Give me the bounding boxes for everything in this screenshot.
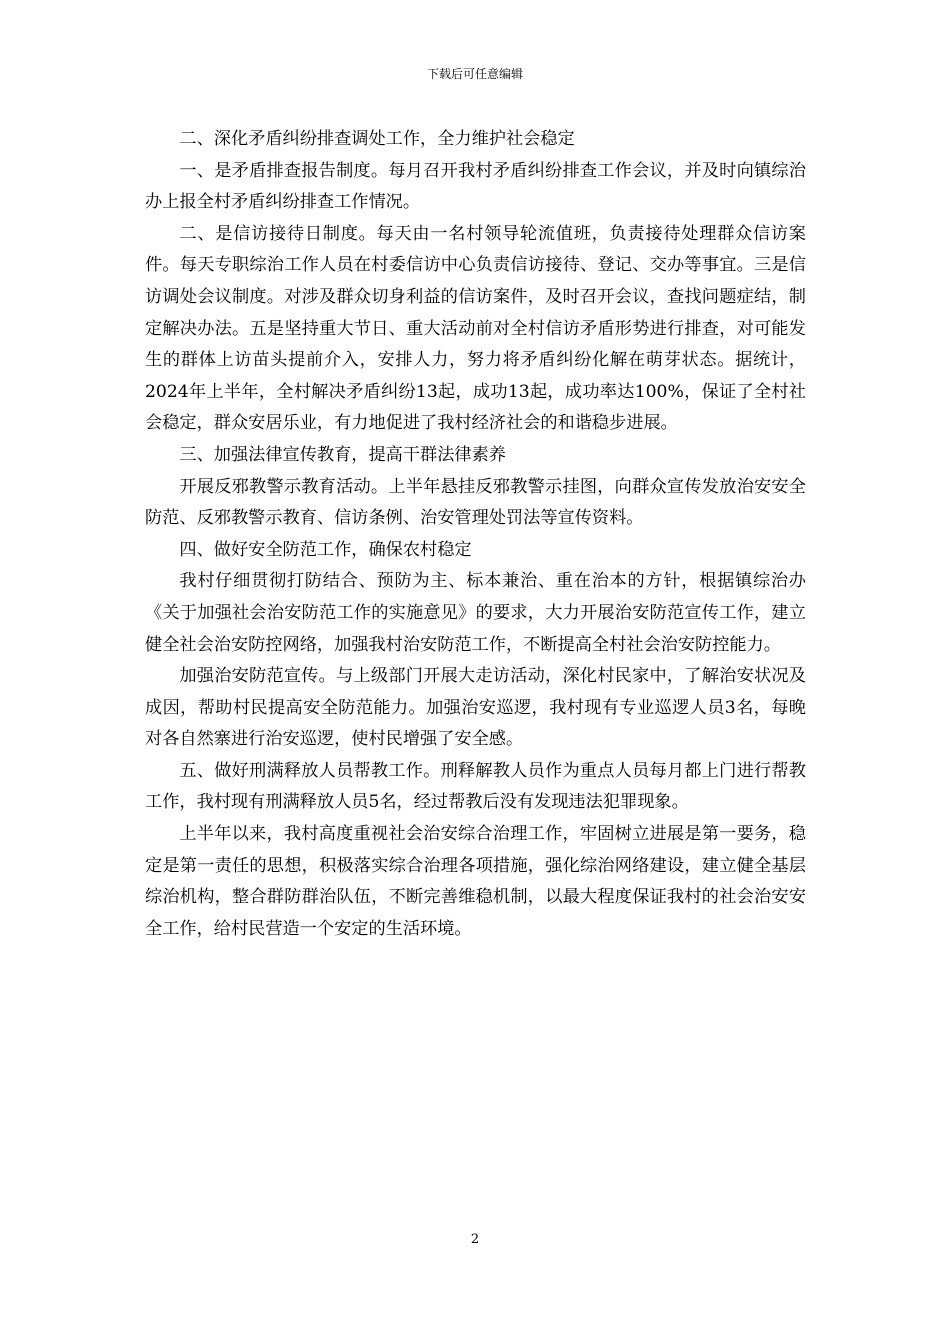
paragraph: 一、是矛盾排查报告制度。每月召开我村矛盾纠纷排查工作会议，并及时向镇综治办上报全村矛盾纠纷排查工作情况。 <box>145 160 806 213</box>
paragraph: 二、是信访接待日制度。每天由一名村领导轮流值班，负责接待处理群众信访案件。每天专职综治工作人员在村委信访中心负责信访接待、登记、交办等事宜。三是信访调处会议制度。对涉及群众切身利益的信访案件，及时召开会议，查找问题症结，制定解决办法。五是坚持重大节日、重大活动前对全村信访矛盾形势进行排查，对可能发生的群体上访苗头提前介入，安排人力，努力将矛盾纠纷化解在萌芽状态。据统计，2024年上半年，全村解决矛盾纠纷13起，成功13起，成功率达100%，保证了全村社会稳定，群众安居乐业，有力地促进了我村经济社会的和谐稳步进展。 <box>145 223 806 434</box>
paragraph: 五、做好刑满释放人员帮教工作。刑释解教人员作为重点人员每月都上门进行帮教工作，我村现有刑满释放人员5名，经过帮教后没有发现违法犯罪现象。 <box>145 760 806 813</box>
page-number: 2 <box>470 1232 480 1247</box>
section-heading-2: 二、深化矛盾纠纷排查调处工作，全力维护社会稳定 <box>179 129 575 149</box>
section-heading-3: 三、加强法律宣传教育，提高干群法律素养 <box>179 444 506 465</box>
paragraph: 上半年以来，我村高度重视社会治安综合治理工作，牢固树立进展是第一要务，稳定是第一责任的思想，积极落实综合治理各项措施，强化综治网络建设，建立健全基层综治机构，整合群防群治队伍，不断完善维稳机制，以最大程度保证我村的社会治安安全工作，给村民营造一个安定的生活环境。 <box>145 824 806 939</box>
section-heading-4: 四、做好安全防范工作，确保农村稳定 <box>179 539 472 560</box>
paragraph: 开展反邪教警示教育活动。上半年悬挂反邪教警示挂图，向群众宣传发放治安安全防范、反邪教警示教育、信访条例、治安管理处罚法等宣传资料。 <box>145 476 806 529</box>
page-header: 下载后可任意编辑 <box>426 67 523 81</box>
document-body <box>145 124 806 945</box>
paragraph: 加强治安防范宣传。与上级部门开展大走访活动，深化村民家中，了解治安状况及成因，帮助村民提高安全防范能力。加强治安巡逻，我村现有专业巡逻人员3名，每晚对各自然寨进行治安巡逻，使村民增强了安全感。 <box>145 666 806 750</box>
paragraph: 我村仔细贯彻打防结合、预防为主、标本兼治、重在治本的方针，根据镇综治办《关于加强社会治安防范工作的实施意见》的要求，大力开展治安防范宣传工作，建立健全社会治安防控网络，加强我村治安防范工作，不断提高全村社会治安防控能力。 <box>145 571 806 655</box>
